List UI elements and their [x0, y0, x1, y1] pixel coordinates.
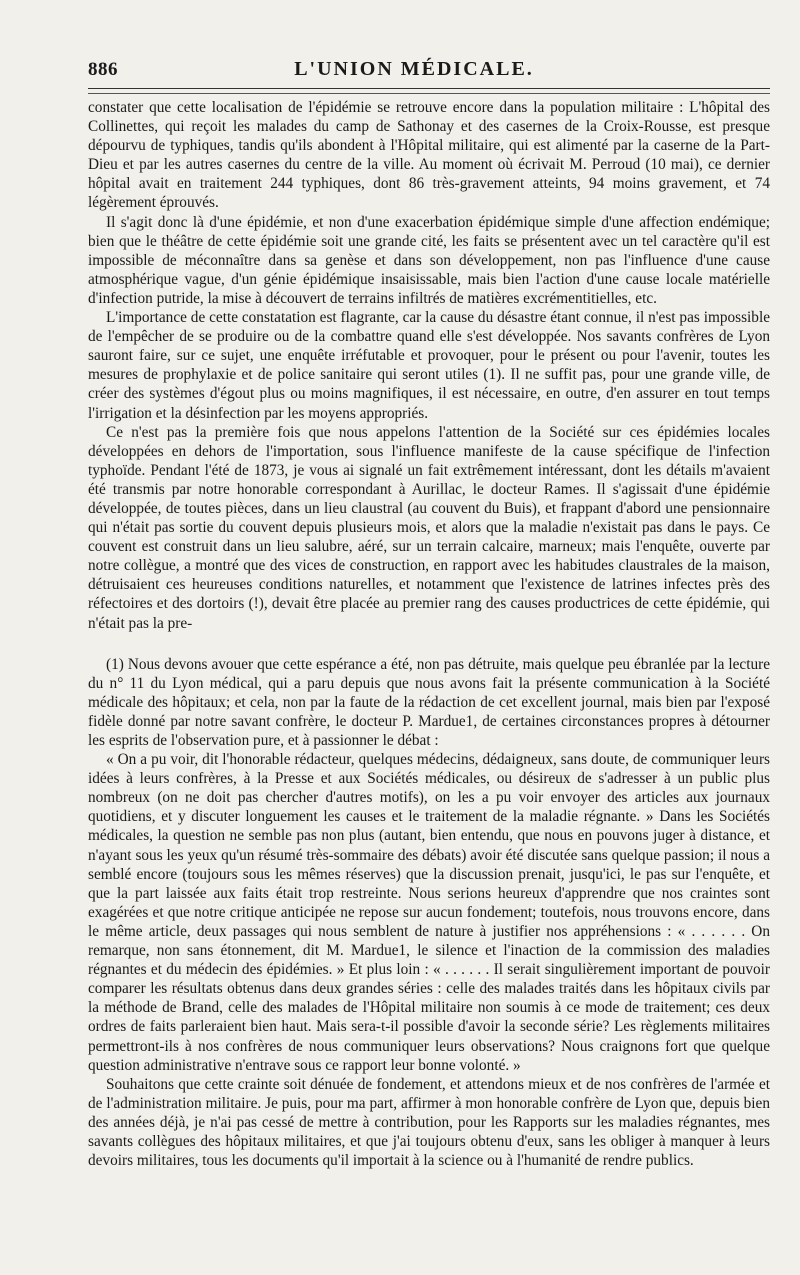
paragraph: Il s'agit donc là d'une épidémie, et non d'une exacerbation épidémique simple d'une affection endémique; bien que le théâtre de cette épidémie soit une grande cité, les faits se présentent avec un tel caractère qu'il est impossible de méconnaître dans sa genèse et dans son développement, non pas l'influence d'une cause atmosphérique vague, d'un génie épidémique insaisissable, mais bien l'action d'une cause locale matérielle d'infection putride, la mise à découvert de terrains infiltrés de matières excrémentitielles, etc.	[88, 213, 770, 307]
header-rule	[88, 93, 770, 94]
paragraph: Ce n'est pas la première fois que nous appelons l'attention de la Société sur ces épidémies locales développées en dehors de l'importation, sous l'influence manifeste de la cause spécifique de l'infection typhoïde. Pendant l'été de 1873, je vous ai signalé un fait extrêmement intéressant, dont les détails m'avaient été transmis par notre honorable correspondant à Aurillac, le docteur Rames. Il s'agissait d'une épidémie développée, de toutes pièces, dans un lieu claustral (au couvent du Buis), et frappant d'abord une pensionnaire qui n'était pas sortie du couvent depuis plusieurs mois, et alors que la maladie n'existait pas dans le pays. Ce couvent est construit dans un lieu salubre, aéré, sur un terrain calcaire, marneux; mais l'enquête, ouverte par notre collègue, a montré que des vices de construction, en rapport avec les habitudes claustrales de la maison, détruisaient ces heureuses conditions naturelles, et notamment que l'existence de latrines infectes près des réfectoires et des dortoirs (!), devait être placée au premier rang des causes productrices de cette épidémie, qui n'était pas la pre-	[88, 423, 770, 632]
running-title: L'UNION MÉDICALE.	[294, 58, 534, 80]
footnote-paragraph: Souhaitons que cette crainte soit dénuée de fondement, et attendons mieux et de nos confrères de l'armée et de l'administration militaire. Je puis, pour ma part, affirmer à mon honorable confrère de Lyon que, depuis bien des années déjà, je n'ai pas cessé de mettre à contribution, pour les Rapports sur les maladies régnantes, mes savants collègues des hôpitaux militaires, et que j'ai toujours obtenu d'eux, sans les obliger à manquer à leurs devoirs militaires, tous les documents qu'il importait à la science ou à l'humanité de rendre publics.	[88, 1075, 770, 1170]
paragraph: constater que cette localisation de l'épidémie se retrouve encore dans la population militaire : L'hôpital des Collinettes, qui reçoit les malades du camp de Sathonay et des casernes de la Croix-Rousse, est presque dépourvu de typhiques, tandis qu'ils abondent à l'Hôpital militaire, qui est alimenté par la caserne de la Part-Dieu et par les autres casernes du centre de la ville. Au moment où écrivait M. Perroud (10 mai), ce dernier hôpital avait en traitement 244 typhiques, dont 86 très-gravement atteints, 94 moins gravement, et 74 légèrement éprouvés.	[88, 99, 770, 212]
paragraph: L'importance de cette constatation est flagrante, car la cause du désastre étant connue, il n'est pas impossible de l'empêcher de se produire ou de la combattre quand elle s'est développée. Nos savants confrères de Lyon sauront faire, sur ce sujet, une enquête irréfutable et provoquer, pour le présent ou pour l'avenir, toutes les mesures de prophylaxie et de police sanitaire qui seront utiles (1). Il ne suffit pas, pour une grande ville, de créer des systèmes d'égout plus ou moins magnifiques, il est nécessaire, en outre, d'en assurer en tout temps l'irrigation et la désinfection par les moyens appropriés.	[88, 309, 770, 422]
footnote	[88, 655, 770, 1171]
footnote-paragraph: (1) Nous devons avouer que cette espérance a été, non pas détruite, mais quelque peu ébranlée par la lecture du n° 11 du Lyon médical, qui a paru depuis que nous avons fait la présente communication à la Société médicale des hôpitaux; et cela, non par la faute de la rédaction de cet excellent journal, mais bien par l'exposé fidèle donné par notre savant confrère, le docteur P. Mardue1, de certaines circonstances propres à détourner les esprits de l'observation pure, et à passionner le débat :	[88, 655, 770, 749]
main-text	[88, 98, 770, 633]
page-number: 886	[88, 59, 118, 80]
footnote-quote: « On a pu voir, dit l'honorable rédacteur, quelques médecins, dédaigneux, sans doute, de communiquer leurs idées à leurs confrères, à la Presse et aux Sociétés médicales, ou désireux de s'adresser à un public plus nombreux (on ne doit pas chercher d'autres motifs), on les a pu voir envoyer des articles aux journaux quotidiens, et y discuter longuement les causes et le traitement de la maladie régnante. » Dans les Sociétés médicales, la question ne semble pas non plus (autant, bien entendu, que nous en pouvons juger à distance, et n'ayant sous les yeux qu'un résumé très-sommaire des débats) avoir été discutée sans quelque passion; il nous a semblé encore (toujours sous les mêmes réserves) que la discussion prenait, jusqu'ici, le pas sur l'enquête, et que la part laissée aux faits était trop restreinte. Nous serions heureux d'apprendre que nos craintes sont exagérées et que notre critique anticipée ne repose sur aucun fondement; toutefois, nous trouvons encore, dans le même article, deux passages qui nous semblent de nature à justifier nos appréhensions : « . . . . . . On remarque, non sans étonnement, dit M. Mardue1, le silence et l'inaction de la commission des maladies régnantes et du médecin des épidémies. » Et plus loin : « . . . . . . Il serait singulièrement important de pouvoir comparer les résultats obtenus dans deux grandes séries : celle des malades traités dans les hôpitaux civils par la méthode de Brand, celle des malades de l'Hôpital militaire non soumis à ce mode de traitement; ces deux ordres de faits parleraient bien haut. Mais sera-t-il possible d'avoir la seconde série? Les règlements militaires permettront-ils à nos confrères de nous communiquer leurs observations? Nous craignons fort que quelque question administrative n'entrave sous ce rapport leur bonne volonté. »	[88, 751, 770, 1074]
running-header	[88, 0, 770, 89]
